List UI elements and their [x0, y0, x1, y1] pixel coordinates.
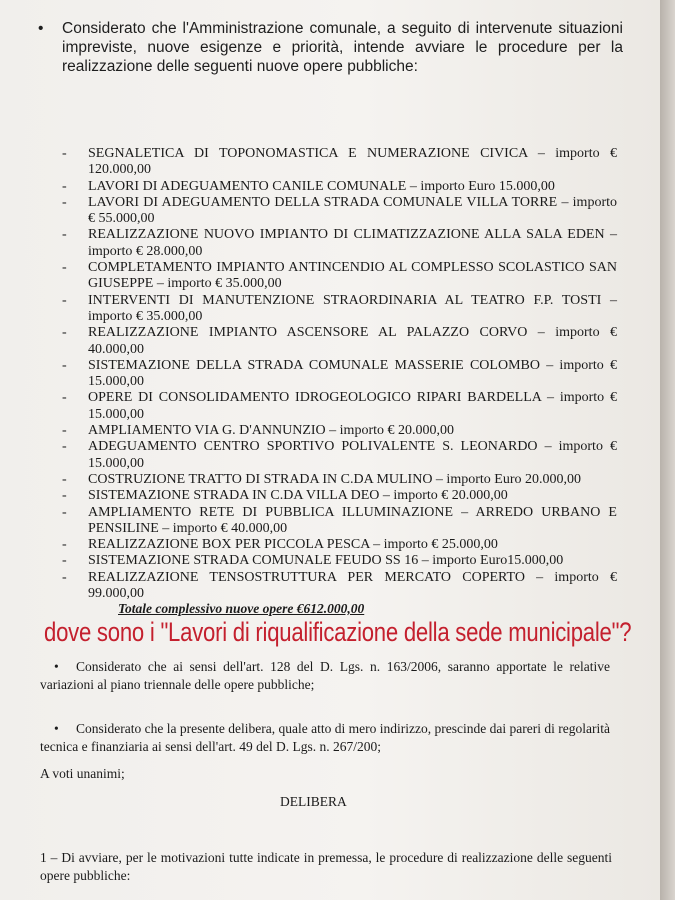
dash-icon: - — [62, 146, 67, 161]
dash-icon: - — [62, 357, 67, 373]
work-item-text: REALIZZAZIONE TENSOSTRUTTURA PER MERCATO COPERTO – importo € 99.000,00 — [88, 569, 617, 602]
work-item — [62, 195, 617, 228]
work-item-text: SISTEMAZIONE STRADA IN C.DA VILLA DEO – importo € 20.000,00 — [88, 488, 508, 504]
page-edge-shadow — [660, 0, 675, 900]
work-item-text: COMPLETAMENTO IMPIANTO ANTINCENDIO AL COMPLESSO SCOLASTICO SAN GIUSEPPE – importo € 35.000,00 — [88, 260, 617, 292]
work-item — [62, 293, 617, 326]
work-item-text: LAVORI DI ADEGUAMENTO CANILE COMUNALE – importo Euro 15.000,00 — [88, 178, 555, 194]
dash-icon: - — [62, 439, 67, 455]
work-item-text: LAVORI DI ADEGUAMENTO DELLA STRADA COMUNALE VILLA TORRE – importo € 55.000,00 — [88, 194, 617, 227]
bullet-icon: • — [38, 20, 44, 37]
paragraph-text: Considerato che la presente delibera, quale atto di mero indirizzo, prescinde dai pareri di regolarità tecnica e finanziaria ai sensi dell'art. 49 del D. Lgs. n. 267/200; — [40, 721, 610, 754]
work-item — [62, 488, 617, 504]
work-item — [62, 146, 617, 179]
vote-statement: A voti unanimi; — [40, 766, 125, 781]
dash-icon: - — [62, 227, 67, 243]
work-item-text: SEGNALETICA DI TOPONOMASTICA E NUMERAZIONE CIVICA – importo € 120.000,00 — [88, 146, 617, 178]
dash-icon: - — [62, 504, 67, 520]
work-item — [62, 390, 617, 423]
dash-icon: - — [62, 325, 67, 341]
public-works-list — [62, 146, 617, 602]
dash-icon: - — [62, 194, 67, 210]
work-item — [62, 439, 617, 472]
work-item-text: SISTEMAZIONE STRADA COMUNALE FEUDO SS 16 – importo Euro15.000,00 — [88, 553, 564, 569]
work-item — [62, 325, 617, 358]
dash-icon: - — [62, 390, 67, 406]
work-item-text: REALIZZAZIONE BOX PER PICCOLA PESCA – importo € 25.000,00 — [88, 537, 498, 553]
total-amount: Totale complessivo nuove opere €612.000,00 — [118, 601, 365, 616]
work-item-text: SISTEMAZIONE DELLA STRADA COMUNALE MASSERIE COLOMBO – importo € 15.000,00 — [88, 357, 617, 390]
work-item-text: INTERVENTI DI MANUTENZIONE STRAORDINARIA AL TEATRO F.P. TOSTI – importo € 35.000,00 — [88, 292, 617, 324]
work-item-text: REALIZZAZIONE IMPIANTO ASCENSORE AL PALAZZO CORVO – importo € 40.000,00 — [88, 325, 617, 357]
paragraph-art-49 — [40, 720, 610, 756]
dash-icon: - — [62, 488, 67, 504]
paragraph-text: Considerato che ai sensi dell'art. 128 del D. Lgs. n. 163/2006, saranno apportate le relative variazioni al piano triennale delle opere pubbliche; — [40, 659, 610, 692]
work-item — [62, 505, 617, 538]
intro-paragraph — [38, 19, 623, 76]
work-item-text: COSTRUZIONE TRATTO DI STRADA IN C.DA MULINO – importo Euro 20.000,00 — [88, 471, 581, 487]
work-item — [62, 179, 617, 195]
dash-icon: - — [62, 260, 67, 276]
work-item — [62, 472, 617, 488]
dash-icon: - — [62, 471, 67, 487]
work-item — [62, 227, 617, 260]
work-item-text: AMPLIAMENTO VIA G. D'ANNUNZIO – importo € 20.000,00 — [88, 423, 454, 439]
dash-icon: - — [62, 537, 67, 553]
work-item — [62, 570, 617, 603]
dash-icon: - — [62, 569, 67, 585]
work-item — [62, 260, 617, 293]
work-item-text: AMPLIAMENTO RETE DI PUBBLICA ILLUMINAZIONE – ARREDO URBANO E PENSILINE – importo € 40.000,00 — [88, 504, 617, 536]
paragraph-art-128 — [40, 658, 610, 694]
work-item — [62, 553, 617, 569]
resolution-point-1: 1 – Di avviare, per le motivazioni tutte indicate in premessa, le procedure di realizzazione delle seguenti opere pubbliche: — [40, 850, 612, 883]
handwritten-annotation: dove sono i "Lavori di riqualificazione della sede municipale"? — [44, 617, 632, 647]
dash-icon: - — [62, 423, 67, 439]
work-item-text: REALIZZAZIONE NUOVO IMPIANTO DI CLIMATIZZAZIONE ALLA SALA EDEN – importo € 28.000,00 — [88, 227, 617, 259]
bullet-icon: • — [54, 659, 59, 674]
dash-icon: - — [62, 178, 67, 194]
work-item — [62, 358, 617, 391]
intro-text: Considerato che l'Amministrazione comunale, a seguito di intervenute situazioni impreviste, nuove esigenze e priorità, intende avviare le procedure per la realizzazione delle seguenti nuove opere pubbliche: — [62, 20, 623, 75]
work-item-text: ADEGUAMENTO CENTRO SPORTIVO POLIVALENTE S. LEONARDO – importo € 15.000,00 — [88, 439, 617, 471]
work-item-text: OPERE DI CONSOLIDAMENTO IDROGEOLOGICO RIPARI BARDELLA – importo € 15.000,00 — [88, 390, 617, 422]
bullet-icon: • — [54, 721, 59, 736]
dash-icon: - — [62, 292, 67, 308]
work-item — [62, 537, 617, 553]
delibera-heading: DELIBERA — [280, 794, 347, 809]
dash-icon: - — [62, 553, 67, 569]
work-item — [62, 423, 617, 439]
